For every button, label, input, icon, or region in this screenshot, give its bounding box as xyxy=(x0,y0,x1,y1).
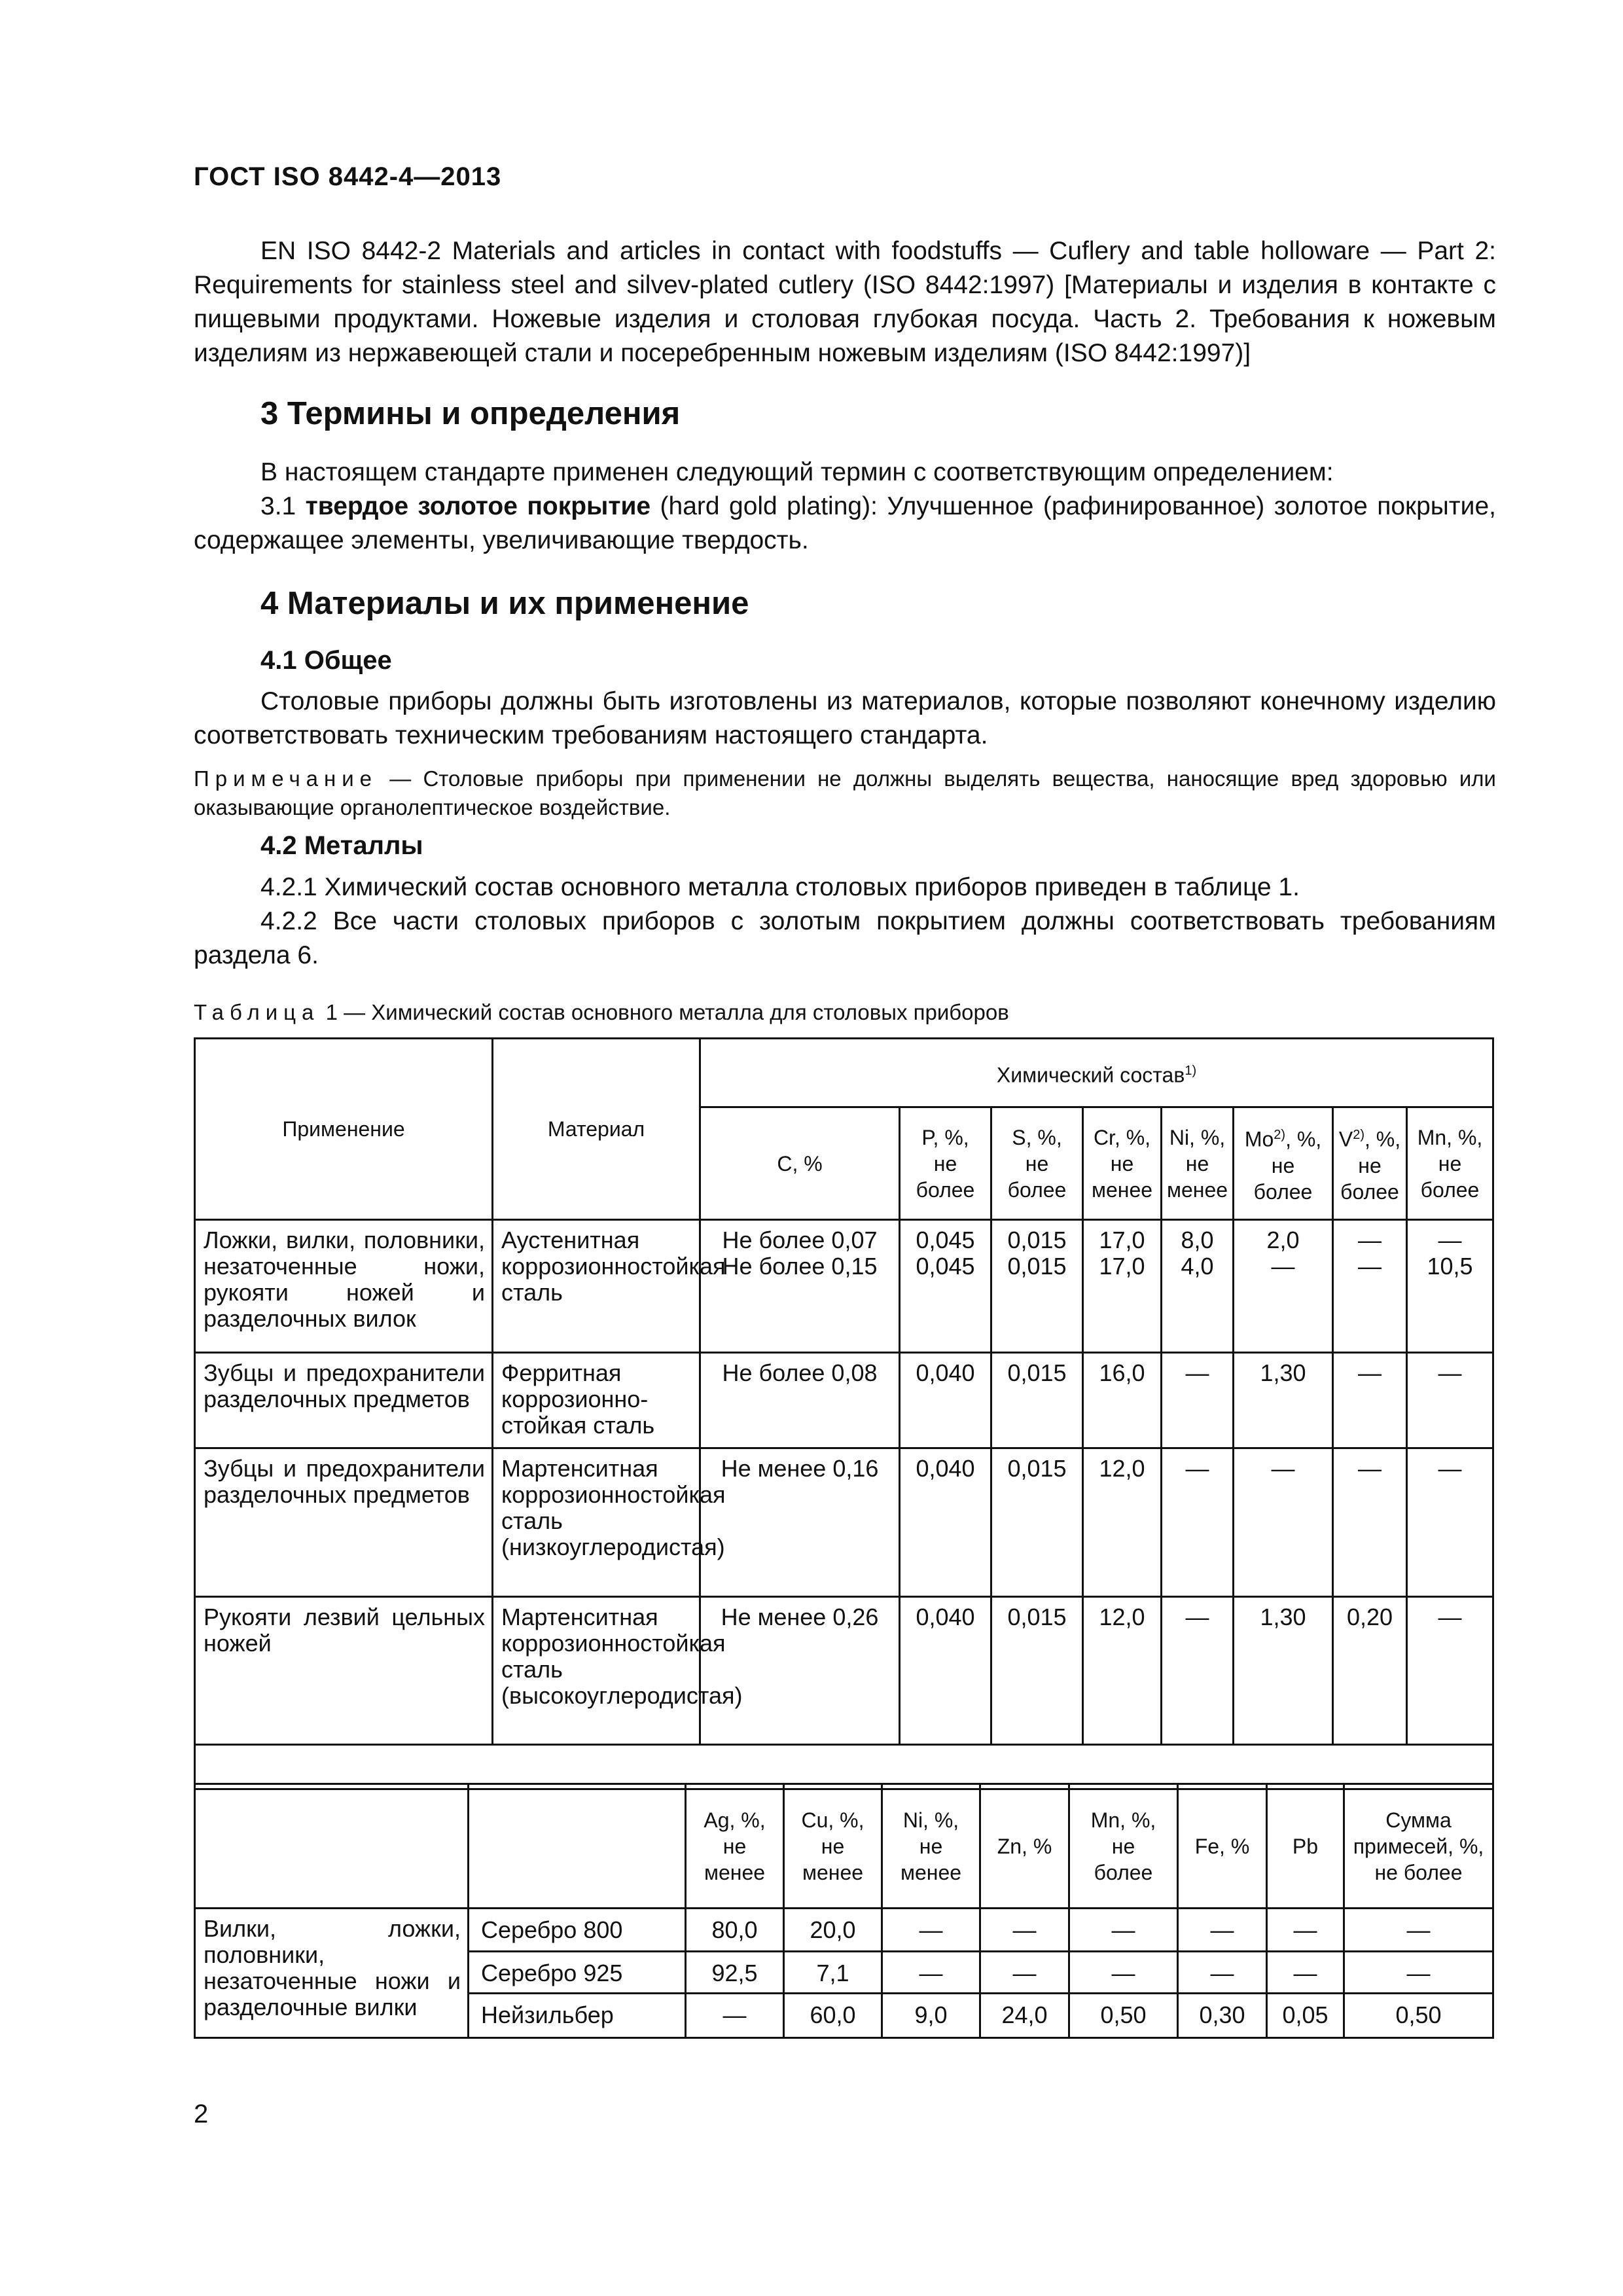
cell-s: 0,015 xyxy=(991,1353,1083,1448)
cell-fe: — xyxy=(1178,1952,1267,1994)
cell-zn: — xyxy=(980,1952,1069,1994)
cell-material: Серебро 800 xyxy=(469,1909,686,1952)
table-row xyxy=(195,1597,1493,1745)
note-text: — Столовые приборы при применении не должны выделять вещества, наносящие вред здоровью или оказывающие органолептическое воздействие. xyxy=(194,766,1496,819)
cell-material: Нейзильбер xyxy=(469,1994,686,2038)
section-4-1-text xyxy=(194,685,1496,753)
cell-cr: 16,0 xyxy=(1083,1353,1162,1448)
section-4-title: 4 Материалы и их применение xyxy=(260,586,749,621)
header-ag: Ag, %, не менее xyxy=(686,1784,784,1909)
section-3-intro-text: В настоящем стандарте применен следующий термин с соответствующим определением: xyxy=(260,458,1334,486)
cell-sum: 0,50 xyxy=(1344,1994,1493,2038)
table-row xyxy=(195,1220,1493,1353)
term-definition-text: (hard gold plating): Улучшенное (рафинированное) золотое покрытие, содержащее элементы, увеличивающие твердость. xyxy=(194,492,1496,554)
term-name: твердое золотое покрытие xyxy=(305,492,651,520)
header-ni: Ni, %, не менее xyxy=(1162,1107,1234,1220)
cell-cr: 12,0 xyxy=(1083,1448,1162,1597)
cell-c: Не менее 0,26 xyxy=(700,1597,900,1745)
cell-mo: 1,30 xyxy=(1234,1597,1333,1745)
reference-paragraph xyxy=(194,234,1496,370)
cell-s: 0,015 0,015 xyxy=(991,1220,1083,1353)
table-caption-text: 1 — Химический состав основного металла для столовых приборов xyxy=(325,1000,1009,1024)
cell-ag: — xyxy=(686,1994,784,2038)
header-material: Материал xyxy=(493,1039,700,1220)
cell-pb: — xyxy=(1267,1952,1344,1994)
section-4-2-1-text: 4.2.1 Химический состав основного металла столовых приборов приведен в таблице 1. xyxy=(260,873,1300,901)
cell-mn: 0,50 xyxy=(1069,1994,1178,2038)
cell-s: 0,015 xyxy=(991,1597,1083,1745)
table-caption-label: Таблица xyxy=(194,1000,320,1024)
cell-application: Зубцы и предохранители разделочных предметов xyxy=(195,1353,493,1448)
cell-material: Ферритная коррозионно-стойкая сталь xyxy=(493,1353,700,1448)
cell-sum: — xyxy=(1344,1952,1493,1994)
cell-mo: 2,0 — xyxy=(1234,1220,1333,1353)
header-material-blank xyxy=(469,1784,686,1909)
cell-sum: — xyxy=(1344,1909,1493,1952)
cell-material: Серебро 925 xyxy=(469,1952,686,1994)
header-v: $V^{2)}$, %, не более xyxy=(1333,1107,1407,1220)
cell-v: 0,20 xyxy=(1333,1597,1407,1745)
header-fe: Fe, % xyxy=(1178,1784,1267,1909)
cell-s: 0,015 xyxy=(991,1448,1083,1597)
header-mn: Mn, %, не более xyxy=(1069,1784,1178,1909)
cell-ag: 80,0 xyxy=(686,1909,784,1952)
section-4-1-body: Столовые приборы должны быть изготовлены из материалов, которые позволяют конечному изделию соответствовать техническим требованиям настоящего стандарта. xyxy=(194,687,1496,749)
cell-material: Аустенитная коррозионностойкая сталь xyxy=(493,1220,700,1353)
cell-cr: 17,0 17,0 xyxy=(1083,1220,1162,1353)
section-4-2-1 xyxy=(194,870,1496,905)
term-number: 3.1 xyxy=(260,492,296,520)
cell-mn: — xyxy=(1069,1909,1178,1952)
header-impurities-sum: Сумма примесей, %, не более xyxy=(1344,1784,1493,1909)
section-4-2-2-text: 4.2.2 Все части столовых приборов с золотым покрытием должны соответствовать требованиям раздела 6. xyxy=(194,907,1496,969)
cell-material: Мартенситная коррозионностойкая сталь (низкоуглеродистая) xyxy=(493,1448,700,1597)
header-p: P, %, не более xyxy=(900,1107,991,1220)
cell-mo: — xyxy=(1234,1448,1333,1597)
section-3-intro xyxy=(194,456,1496,490)
cell-cu: 20,0 xyxy=(784,1909,882,1952)
header-application-blank xyxy=(195,1784,469,1909)
cell-fe: — xyxy=(1178,1909,1267,1952)
cell-cr: 12,0 xyxy=(1083,1597,1162,1745)
cell-v: — xyxy=(1333,1448,1407,1597)
cell-p: 0,045 0,045 xyxy=(900,1220,991,1353)
note-label: Примечание xyxy=(194,766,378,791)
cell-application: Ложки, вилки, половники, незаточенные ножи, рукояти ножей и разделочных вилок xyxy=(195,1220,493,1353)
cell-mn: — xyxy=(1407,1597,1493,1745)
cell-application: Зубцы и предохранители разделочных предметов xyxy=(195,1448,493,1597)
cell-mn: — 10,5 xyxy=(1407,1220,1493,1353)
silver-alloy-table xyxy=(194,1783,1494,2039)
cell-cu: 60,0 xyxy=(784,1994,882,2038)
cell-p: 0,040 xyxy=(900,1597,991,1745)
cell-mn: — xyxy=(1069,1952,1178,1994)
reference-text: EN ISO 8442-2 Materials and articles in contact with foodstuffs — Cuflery and table holloware — Part 2: Requirements for stainless steel and silvev-plated cutlery (ISO 8442:1997) [Материалы и изделия в контакте с пищевыми продуктами. Ножевые изделия и столовая глубокая посуда. Часть 2. Требования к ножевым изделиям из нержавеющей стали и посеребренным ножевым изделиям (ISO 8442:1997)] xyxy=(194,237,1496,367)
chemical-composition-table xyxy=(194,1037,1494,1790)
header-c: C, % xyxy=(700,1107,900,1220)
table-row xyxy=(195,1353,1493,1448)
section-4-2-2 xyxy=(194,905,1496,973)
header-chem-text: Химический состав xyxy=(996,1063,1185,1087)
cell-zn: 24,0 xyxy=(980,1994,1069,2038)
cell-c: Не более 0,08 xyxy=(700,1353,900,1448)
cell-material: Мартенситная коррозионностойкая сталь (высокоуглеродистая) xyxy=(493,1597,700,1745)
cell-c: Не более 0,07 Не более 0,15 xyxy=(700,1220,900,1353)
table-caption xyxy=(194,1000,1009,1025)
cell-p: 0,040 xyxy=(900,1353,991,1448)
cell-v: — xyxy=(1333,1353,1407,1448)
cell-ni: 8,0 4,0 xyxy=(1162,1220,1234,1353)
cell-ni: — xyxy=(1162,1353,1234,1448)
section-3-title: 3 Термины и определения xyxy=(260,396,681,431)
table-row xyxy=(195,1909,1493,1952)
header-s: S, %, не более xyxy=(991,1107,1083,1220)
header-pb: Pb xyxy=(1267,1784,1344,1909)
cell-c: Не менее 0,16 xyxy=(700,1448,900,1597)
cell-mo: 1,30 xyxy=(1234,1353,1333,1448)
section-4-1-title: 4.1 Общее xyxy=(260,646,392,675)
cell-mn: — xyxy=(1407,1353,1493,1448)
cell-cu: 7,1 xyxy=(784,1952,882,1994)
cell-ni: — xyxy=(1162,1448,1234,1597)
header-zn: Zn, % xyxy=(980,1784,1069,1909)
cell-pb: — xyxy=(1267,1909,1344,1952)
header-mo: Mo$^{2)}$, %, не более xyxy=(1234,1107,1333,1220)
header-mn: Mn, %, не более xyxy=(1407,1107,1493,1220)
table-row xyxy=(195,1448,1493,1597)
cell-ni: — xyxy=(882,1909,980,1952)
cell-ni: — xyxy=(1162,1597,1234,1745)
cell-application: Вилки, ложки, половники, незаточенные ножи и разделочные вилки xyxy=(195,1909,469,2038)
section-4-2-title: 4.2 Металлы xyxy=(260,831,423,860)
header-cu: Cu, %, не менее xyxy=(784,1784,882,1909)
cell-mn: — xyxy=(1407,1448,1493,1597)
header-chemical-composition xyxy=(700,1039,1493,1107)
header-chem-footnote: 1) xyxy=(1185,1063,1197,1078)
header-cr: Cr, %, не менее xyxy=(1083,1107,1162,1220)
cell-zn: — xyxy=(980,1909,1069,1952)
document-code: ГОСТ ISO 8442-4—2013 xyxy=(194,162,502,191)
note xyxy=(194,764,1496,822)
cell-fe: 0,30 xyxy=(1178,1994,1267,2038)
cell-v: — — xyxy=(1333,1220,1407,1353)
cell-p: 0,040 xyxy=(900,1448,991,1597)
cell-ni: 9,0 xyxy=(882,1994,980,2038)
cell-application: Рукояти лезвий цельных ножей xyxy=(195,1597,493,1745)
page-number: 2 xyxy=(194,2100,209,2128)
term-definition xyxy=(194,490,1496,558)
header-application: Применение xyxy=(195,1039,493,1220)
header-ni: Ni, %, не менее xyxy=(882,1784,980,1909)
cell-pb: 0,05 xyxy=(1267,1994,1344,2038)
cell-ni: — xyxy=(882,1952,980,1994)
cell-ag: 92,5 xyxy=(686,1952,784,1994)
